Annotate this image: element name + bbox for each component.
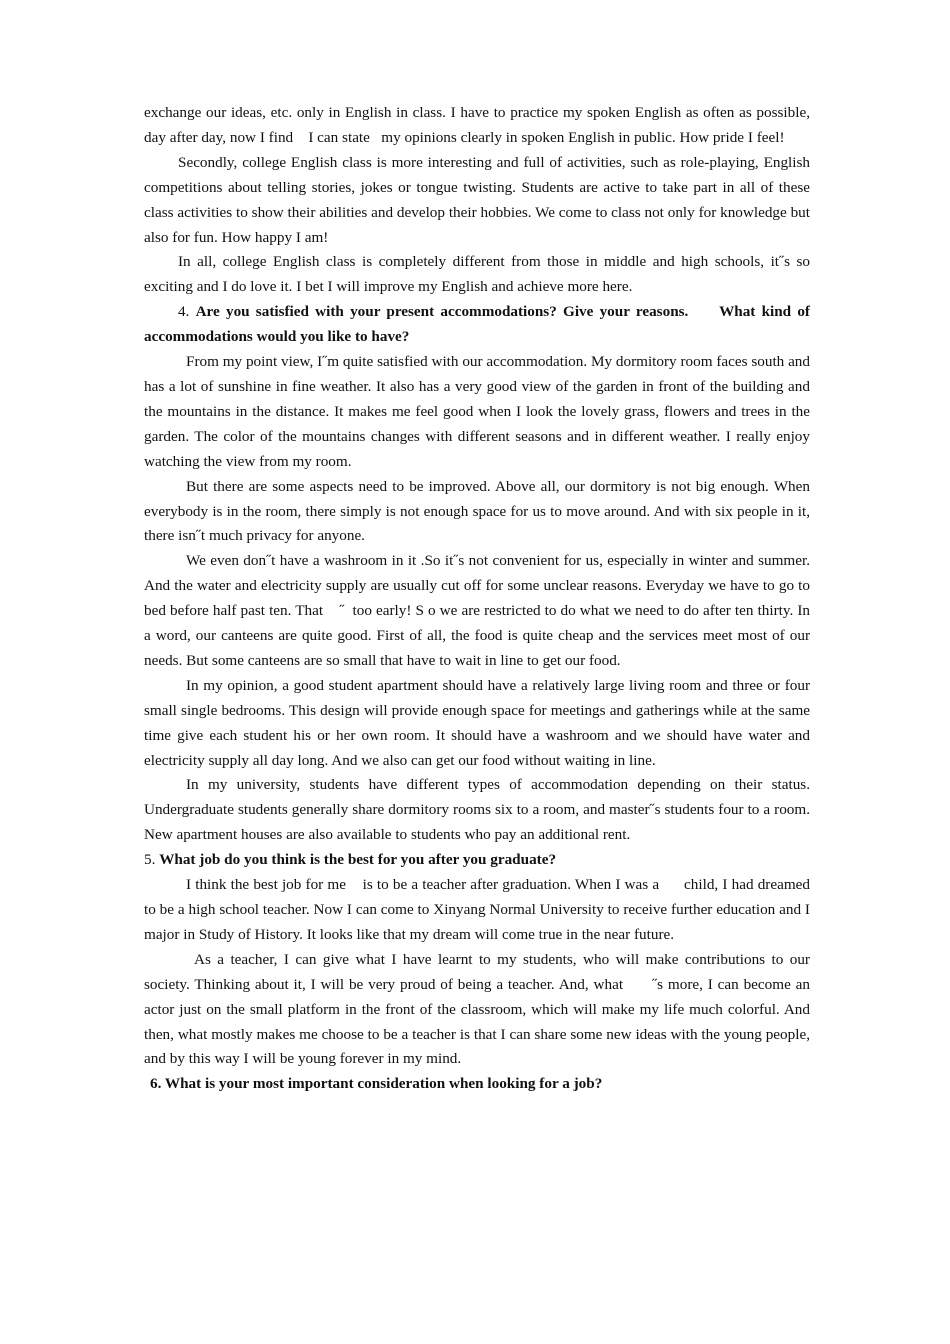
question-6-text: 6. What is your most important consideration when looking for a job? (150, 1075, 603, 1093)
question-5-number: 5. (144, 851, 160, 869)
document-page (144, 101, 814, 1097)
paragraph-english-class-activities: Secondly, college English class is more interesting and full of activities, such as role-playing, English competitions about telling stories, jokes or tongue twisting. Students are active to take part in all of these class activities to show their abilities and develop their hobbies. We come to class not only for knowledge but also for fun. How happy I am! (144, 153, 810, 246)
answer-4-paragraph-4: In my opinion, a good student apartment should have a relatively large living room and three or four small single bedrooms. This design will provide enough space for meetings and gatherings while at the same time give each student his or her own room. It should have a washroom and we should have water and electricity supply all day long. And we also can get our food without waiting in line. (144, 676, 810, 769)
answer-4-paragraph-3: We even don˝t have a washroom in it .So it˝s not convenient for us, especially in winter and summer. And the water and electricity supply are usually cut off for some unclear reasons. Everyday we have to go to bed before half past ten. That ˝ too early! S o we are restricted to do what we need to do after ten thirty. In a word, our canteens are quite good. First of all, the food is quite cheap and the services meet most of our needs. But some canteens are so small that have to wait in line to get our food. (144, 552, 814, 669)
paragraph-english-class-conclusion: In all, college English class is completely different from those in middle and high schools, it˝s so exciting and I do love it. I bet I will improve my English and achieve more here. (144, 253, 810, 296)
answer-5-paragraph-2: As a teacher, I can give what I have learnt to my students, who will make contributions to our society. Thinking about it, I will be very proud of being a teacher. And, what ˝s more, I can become an actor just on the small platform in the front of the classroom, which will make my life much colorful. And then, what mostly makes me choose to be a teacher is that I can share some new ideas with the young people, and by this way I will be young forever in my mind. (144, 950, 814, 1068)
paragraph-english-class-practice: exchange our ideas, etc. only in English in class. I have to practice my spoken English as often as possible, day after day, now I find I can state my opinions clearly in spoken English in public. How pride I feel! (144, 104, 814, 146)
answer-4-paragraph-2: But there are some aspects need to be improved. Above all, our dormitory is not big enough. When everybody is in the room, there simply is not enough space for us to move around. And with six people in it, there isn˝t much privacy for anyone. (144, 477, 810, 545)
question-4-number: 4. (178, 303, 196, 321)
answer-5-paragraph-1: I think the best job for me is to be a teacher after graduation. When I was a child, I had dreamed to be a high school teacher. Now I can come to Xinyang Normal University to receive further education and I major in Study of History. It looks like that my dream will come true in the near future. (144, 876, 814, 943)
question-5-text: What job do you think is the best for you after you graduate? (159, 851, 557, 869)
question-6 (144, 1072, 810, 1097)
answer-4-paragraph-1: From my point view, I˝m quite satisfied with our accommodation. My dormitory room faces south and has a lot of sunshine in fine weather. It also has a very good view of the garden in front of the building and the mountains in the distance. It makes me feel good when I look the lovely grass, flowers and trees in the garden. The color of the mountains changes with different seasons and in different weather. I really enjoy watching the view from my room. (144, 353, 810, 470)
answer-4-paragraph-5: In my university, students have different types of accommodation depending on their status. Undergraduate students generally share dormitory rooms six to a room, and master˝s students four to a room. New apartment houses are also available to students who pay an additional rent. (144, 776, 810, 844)
question-5 (144, 848, 810, 873)
question-4-text: Are you satisfied with your present accommodations? Give your reasons. What kind of accommodations would you like to have? (144, 303, 814, 346)
question-4 (144, 300, 814, 350)
